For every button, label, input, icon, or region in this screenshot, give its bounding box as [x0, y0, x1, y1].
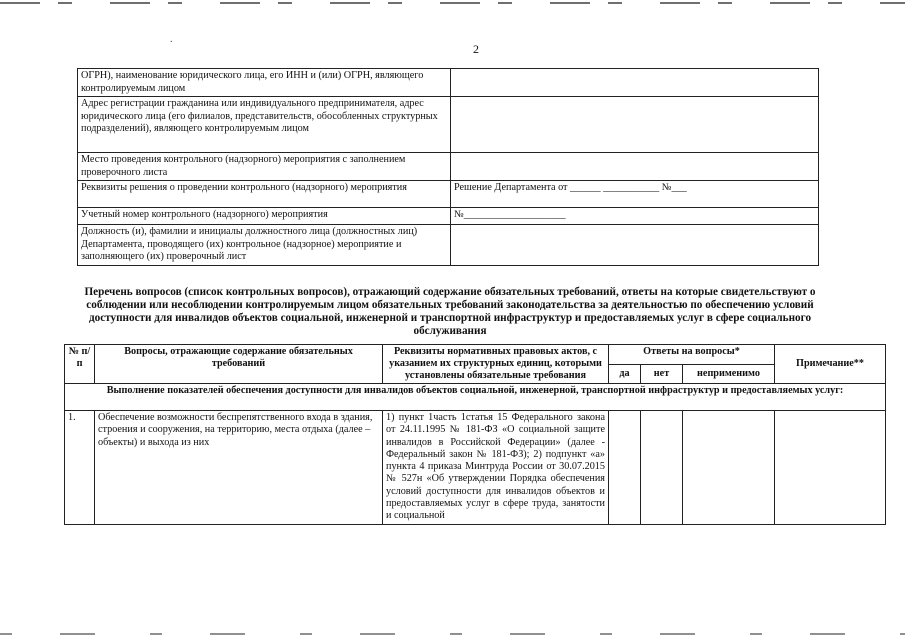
note-cell[interactable] [775, 411, 886, 525]
header-no: нет [641, 364, 683, 384]
row-num: 1. [65, 411, 95, 525]
checklist-header-row [65, 345, 886, 365]
info-label: Адрес регистрации гражданина или индивидуального предпринимателя, адрес юридического лица (его филиалов, представительств, обособленных структурных подразделений), являющего контролируемым лицом [78, 97, 451, 153]
info-label: Место проведения контрольного (надзорного) мероприятия с заполнением проверочного листа [78, 153, 451, 181]
header-na: неприменимо [683, 364, 775, 384]
scan-top-edge [0, 2, 905, 4]
row-question: Обеспечение возможности беспрепятственного входа в здания, строения и сооружения, на территорию, места отдыха (далее – объекты) и выхода из них [95, 411, 383, 525]
info-value [451, 225, 819, 266]
info-value [451, 69, 819, 97]
header-question: Вопросы, отражающие содержание обязательных требований [95, 345, 383, 384]
page-number: 2 [473, 42, 479, 56]
info-label: Учетный номер контрольного (надзорного) мероприятия [78, 208, 451, 225]
info-value [451, 153, 819, 181]
info-label: ОГРН), наименование юридического лица, его ИНН и (или) ОГРН, являющего контролируемым лицом [78, 69, 451, 97]
answer-no-cell[interactable] [641, 411, 683, 525]
scan-speck: . [170, 34, 173, 45]
header-num: № п/п [65, 345, 95, 384]
info-row [78, 208, 819, 225]
answer-yes-cell[interactable] [609, 411, 641, 525]
info-value: №____________________ [451, 208, 819, 225]
info-row [78, 153, 819, 181]
row-requisites: 1) пункт 1часть 1статья 15 Федерального закона от 24.11.1995 № 181-ФЗ «О социальной защите инвалидов в Российской Федерации» (далее - Федеральный закон № 181-ФЗ); 2) подпункт «а» пункта 4 приказа Минтруда России от 30.07.2015 № 527н «Об утверждении Порядка обеспечения условий доступности для инвалидов объектов и предоставляемых услуг в сфере труда, занятости и социальной [383, 411, 609, 525]
checklist-table [64, 344, 886, 525]
table-row [65, 411, 886, 525]
scan-bottom-edge [0, 633, 905, 635]
group-title-row [65, 384, 886, 411]
info-label: Реквизиты решения о проведении контрольного (надзорного) мероприятия [78, 181, 451, 208]
header-answers: Ответы на вопросы* [609, 345, 775, 365]
info-row [78, 97, 819, 153]
info-row [78, 69, 819, 97]
section-title: Перечень вопросов (список контрольных вопросов), отражающий содержание обязательных требований, ответы на которые свидетельствуют о соблюдении или несоблюдении контролируемым лицом обязательных требований законодательства за деятельностью по обеспечению условий доступности для инвалидов объектов социальной, инженерной и транспортной инфраструктур и предоставляемых услуг в сфере социального обслуживания [84, 286, 816, 337]
answer-na-cell[interactable] [683, 411, 775, 525]
header-yes: да [609, 364, 641, 384]
header-requisites: Реквизиты нормативных правовых актов, с указанием их структурных единиц, которыми установлены обязательные требования [383, 345, 609, 384]
info-label: Должность (и), фамилии и инициалы должностного лица (должностных лиц) Департамента, проводящего (их) контрольное (надзорное) мероприятие и заполняющего (их) проверочный лист [78, 225, 451, 266]
info-value: Решение Департамента от ______ ___________ №___ [451, 181, 819, 208]
info-row [78, 181, 819, 208]
info-value [451, 97, 819, 153]
header-note: Примечание** [775, 345, 886, 384]
inspection-info-table [77, 68, 819, 266]
group-title: Выполнение показателей обеспечения доступности для инвалидов объектов социальной, инженерной, транспортной инфраструктур и предоставляемых услуг: [65, 384, 886, 411]
info-row [78, 225, 819, 266]
